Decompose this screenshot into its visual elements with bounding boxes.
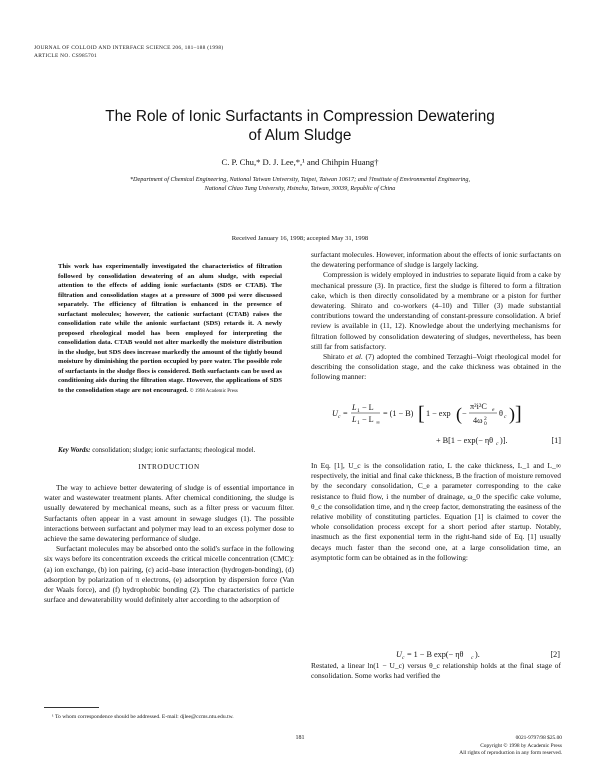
svg-text:1: 1 — [357, 408, 360, 414]
svg-text:=: = — [343, 409, 348, 418]
svg-text:−: − — [462, 409, 467, 418]
svg-text:0: 0 — [484, 421, 487, 427]
received-dates: Received January 16, 1998; accepted May 31, 1998 — [231, 235, 369, 242]
page-number: 181 — [295, 735, 305, 741]
equation-1-label: [1] — [551, 436, 561, 445]
copyright-line: Copyright © 1998 by Academic Press — [480, 742, 562, 749]
article-number: ARTICLE NO. CS985701 — [34, 53, 98, 60]
et-al: et al. — [347, 352, 363, 362]
journal-line: JOURNAL OF COLLOID AND INTERFACE SCIENCE 206, 181–188 (1998) — [34, 45, 224, 51]
right-column-bottom — [311, 661, 561, 681]
intro-paragraph-2: Surfactant molecules may be absorbed onto the solid's surface in the following six ways before its concentration exceeds the critical micelle concentration (CMC): (a) ion exchange, (b) ion pairing, (c) acid–base interaction (hydrogen-bonding), (d) adsorption by polarization of π electrons, (e) adsorption by dispersion force (Van der Waals force), and (f) hydrophobic bonding (2). The characteristics of particle surface and dewaterability would definitely alter according to the adsorption of — [44, 544, 294, 605]
svg-text:c: c — [338, 414, 341, 420]
rights-line: All rights of reproduction in any form reserved. — [459, 750, 562, 757]
svg-text:= (1 − B): = (1 − B) — [383, 409, 414, 418]
title-line-2: of Alum Sludge — [248, 127, 352, 144]
section-heading-introduction: INTRODUCTION — [138, 463, 200, 471]
svg-text:).: ). — [475, 650, 480, 659]
svg-text:(: ( — [456, 404, 462, 424]
svg-text:L: L — [352, 415, 357, 424]
right-paragraph-2-rest: (7) adopted the combined Terzaghi–Voigt rheological model for describing the consolidation stage, and the cake thickness was obtained in the following manner: — [311, 352, 562, 382]
right-column-middle — [311, 461, 561, 563]
paper-title — [60, 107, 540, 145]
equation-2 — [311, 647, 561, 661]
affiliation-line-1: *Department of Chemical Engineering, National Taiwan University, Taipei, Taiwan 10617; and †Institute of Environmental Engineering, — [129, 176, 471, 183]
footnote-rule — [44, 707, 99, 708]
equation-2-label: [2] — [550, 650, 560, 659]
keywords — [58, 446, 282, 456]
svg-text:): ) — [509, 404, 515, 424]
running-header — [34, 44, 223, 61]
svg-text:c: c — [504, 414, 507, 420]
svg-text:)].: )]. — [500, 436, 508, 445]
svg-text:1: 1 — [357, 420, 360, 426]
svg-text:2: 2 — [484, 416, 487, 422]
publisher-info — [400, 735, 562, 758]
introduction-body — [44, 483, 294, 605]
svg-text:[: [ — [418, 403, 425, 425]
author-list: C. P. Chu,* D. J. Lee,*,¹ and Chihpin Huang† — [221, 157, 379, 167]
svg-text:1 − exp: 1 − exp — [426, 409, 451, 418]
svg-text:U: U — [396, 650, 402, 659]
right-paragraph-2 — [311, 352, 561, 383]
abstract-text: This work has experimentally investigated the characteristics of filtration followed by consolidation dewatering of an alum sludge, with especial attention to the effects of adding ionic surfactants (SDS or CTAB). The filtration and consolidation stages at a pressure of 3000 psi were discussed separately. The efficiency of filtration is enhanced in the presence of surfactant molecules; however, the cationic surfactant (CTAB) raises the consolidation rate while the anionic surfactant (SDS) retards it. A newly proposed rheological model has been employed for interpreting the consolidation data. CTAB would not alter markedly the moisture distribution in the sludge, but SDS does increase markedly the amount of the tightly bound moisture by diminishing the portion occupied by pore water. The possible role of surfactants in the sludge flocs is considered. Both surfactants can be used as conditioning aids during the filtration stage. However, the applications of SDS to the consolidation stage are not encouraged. — [58, 263, 282, 394]
svg-text:4ω: 4ω — [473, 416, 483, 425]
right-paragraph-3: In Eq. [1], U_c is the consolidation ratio, L the cake thickness, L_1 and L_∞ respectively, the initial and final cake thickness, B the fraction of moisture removed by the secondary consolidation, C_e a parameter corresponding to the cake resistance to fluid flow, i the number of drainage, ω_0 the specific cake volume, θ_c the consolidation time, and η the creep factor, demonstrating the easiness of the relative mobility of constituting particles. Equation [1] is claimed to cover the whole consolidation process except for a short period after startup. Notably, inasmuch as the first exponential term in the right-hand side of Eq. [1] usually decays much faster than the second one, at a large consolidation time, an asymptotic form can be obtained as in the following: — [311, 461, 561, 562]
svg-text:− L: − L — [362, 415, 374, 424]
right-paragraph-4: Restated, a linear ln(1 − U_c) versus θ_c relationship holds at the final stage of consolidation. Some works had verified the — [311, 661, 561, 681]
title-line-1: The Role of Ionic Surfactants in Compression Dewatering — [105, 108, 495, 125]
abstract-copyright: © 1998 Academic Press — [189, 388, 238, 394]
svg-text:L: L — [352, 403, 357, 412]
svg-text:+ B[1 − exp(− ηθ: + B[1 − exp(− ηθ — [436, 436, 494, 445]
cited-author: Shirato — [323, 352, 345, 362]
svg-text:U: U — [332, 409, 338, 418]
svg-text:θ: θ — [499, 409, 503, 418]
equation-1 — [332, 396, 562, 452]
svg-text:− L: − L — [362, 403, 374, 412]
right-paragraph-1: Compression is widely employed in industries to separate liquid from a cake by mechanical pressure (3). In practice, first the sludge is filtered to form a filtration cake, which is then directly consolidated by a membrane or a piston for further dewatering. Shirato and co-workers (4–10) and Tiller (3) made substantial contributions toward the understanding of constant-pressure consolidation. A brief review is available in (11, 12). Knowledge about the underlying mechanisms for filtration followed by consolidation dewatering of sludges, nevertheless, has been still far from satisfactory. — [311, 270, 561, 351]
svg-text:π²i²C: π²i²C — [470, 402, 487, 411]
affiliation-line-2: National Chiao Tung University, Hsinchu, Taiwan, 30039, Republic of China — [204, 185, 396, 193]
abstract — [58, 262, 282, 396]
keywords-text: consolidation; sludge; ionic surfactants; rheological model. — [92, 447, 256, 454]
svg-text:]: ] — [515, 403, 522, 425]
footnote: ¹ To whom correspondence should be addressed. E-mail: djlee@ccms.ntu.edu.tw. — [52, 714, 234, 720]
right-paragraph-0: surfactant molecules. However, information about the effects of ionic surfactants on the dewatering performance of sludge is largely lacking. — [311, 250, 561, 270]
svg-text:c: c — [496, 441, 499, 447]
svg-text:c: c — [471, 655, 474, 661]
right-column-top — [311, 250, 561, 383]
intro-paragraph-1: The way to achieve better dewatering of sludge is of essential importance in water and wastewater treatment plants. After chemical conditioning, the sludge is usually dewatered by mechanical means, such as a filter press or vacuum filter. Surfactants often appear in a vast amount in sewage sludges (1). The possible interactions between surfactant and polymer may lead to an excess polymer dose to achieve the same dewatering performance of sludge. — [44, 483, 294, 544]
keywords-label: Key Words: — [58, 447, 91, 454]
svg-text:= 1 − B exp(− ηθ: = 1 − B exp(− ηθ — [407, 650, 464, 659]
svg-text:e: e — [492, 407, 495, 413]
svg-text:c: c — [402, 655, 405, 661]
svg-text:∞: ∞ — [376, 420, 380, 426]
affiliations — [70, 175, 530, 194]
issn-price: 0021-9797/98 $25.00 — [515, 735, 562, 741]
